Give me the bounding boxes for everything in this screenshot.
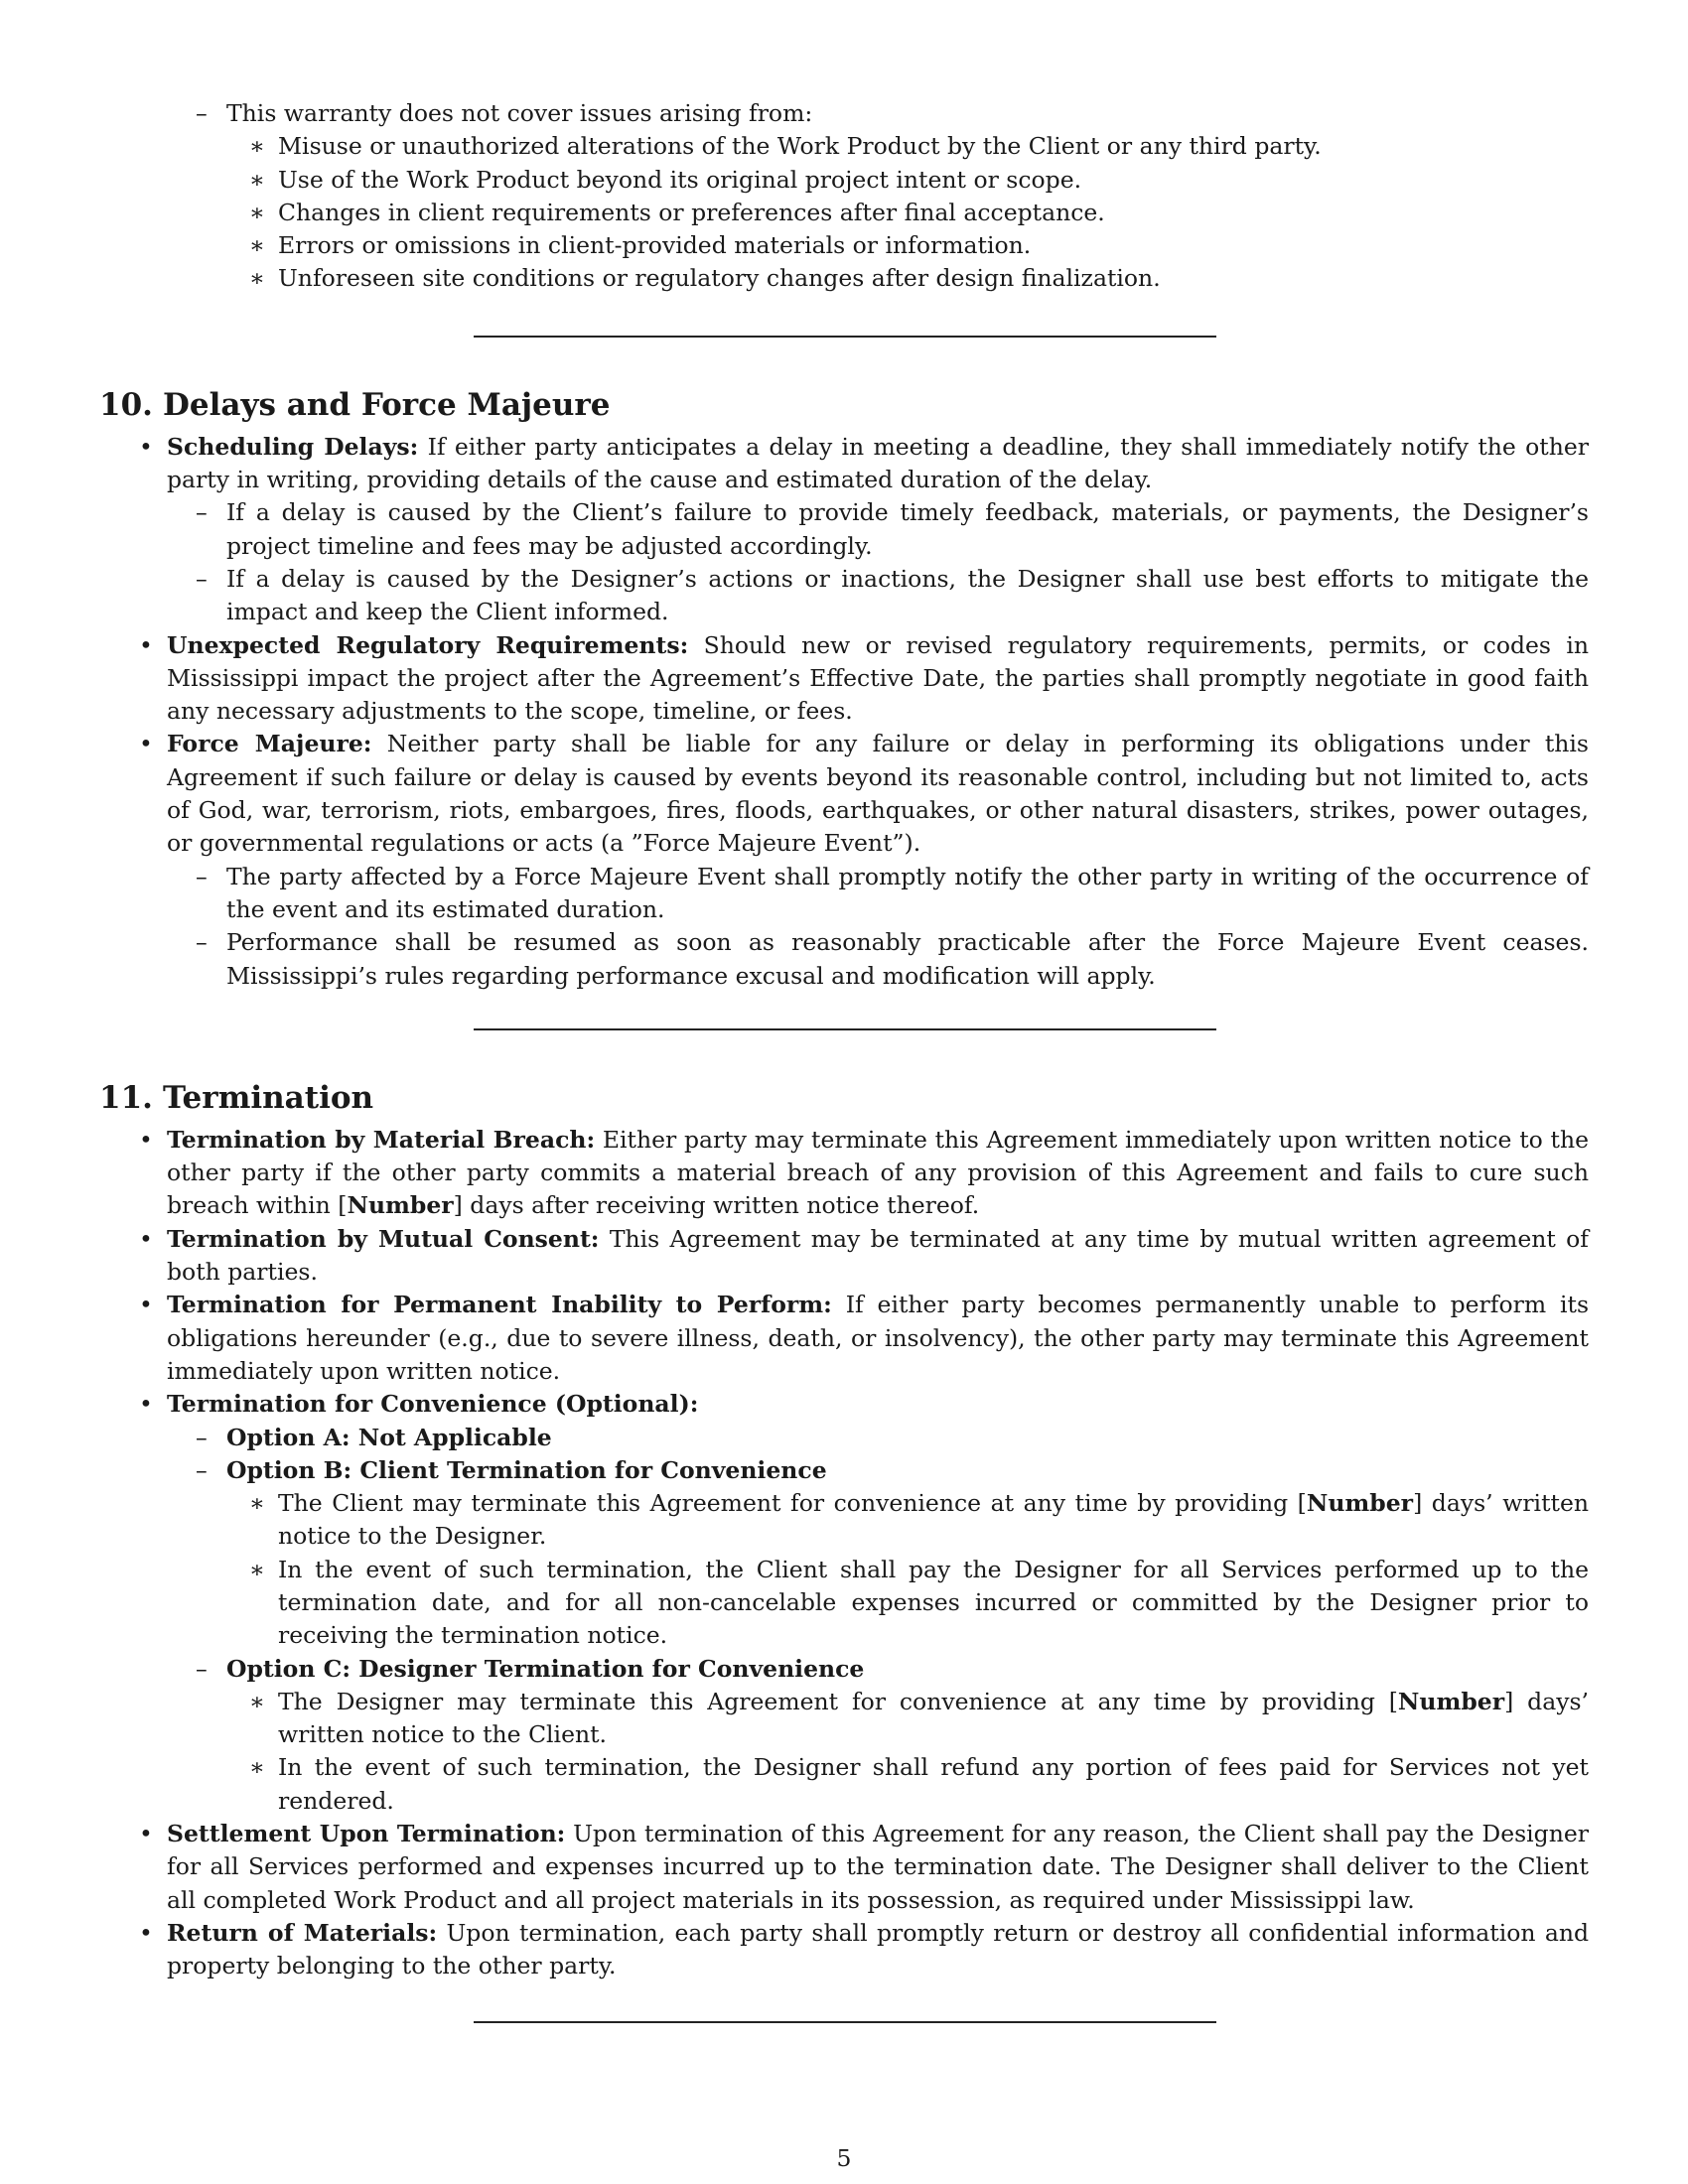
option-b-item: – Option B: Client Termination for Convenience (196, 1455, 827, 1484)
warranty-exclusion-item: ∗ Errors or omissions in client-provided materials or information. (249, 231, 1032, 260)
force-majeure-sub-item: – The party affected by a Force Majeure Event shall promptly notify the other party in writing of the occurrence of the event and its estimated duration. (196, 862, 1589, 923)
document-page (99, 97, 1589, 2023)
warranty-exclusion-item: ∗ Use of the Work Product beyond its original project intent or scope. (249, 165, 1082, 194)
section-11-heading: 11. Termination (99, 1079, 374, 1116)
scheduling-delays-item: • Scheduling Delays: If either party anticipates a delay in meeting a deadline, they shall immediately notify the other party in writing, providing details of the cause and estimated duration of the delay. (139, 432, 1589, 494)
force-majeure-item: • Force Majeure: Neither party shall be liable for any failure or delay in performing its obligations under this Agreement if such failure or delay is caused by events beyond its reasonable control, including but not limited to, acts of God, war, terrorism, riots, embargoes, fires, floods, earthquakes, or other natural disasters, strikes, power outages, or governmental regulations or acts (a ”Force Majeure Event”). (139, 730, 1589, 858)
number-placeholder: Number (347, 1191, 454, 1220)
option-a-item: – Option A: Not Applicable (196, 1423, 552, 1451)
section-divider (474, 336, 1216, 338)
option-b-sub-item: ∗ In the event of such termination, the Client shall pay the Designer for all Services performed up to the termination date, and for all non-cancelable expenses incurred or committed by the Designer prior to receiving the termination notice. (249, 1555, 1589, 1650)
option-b-sub-item: ∗ The Client may terminate this Agreement for convenience at any time by providing [Number] days’ written notice to the Designer. (249, 1489, 1590, 1551)
option-c-item: – Option C: Designer Termination for Convenience (196, 1654, 865, 1683)
section-divider (474, 2021, 1216, 2023)
section-10-heading: 10. Delays and Force Majeure (99, 386, 611, 423)
scheduling-sub-item: – If a delay is caused by the Designer’s actions or inactions, the Designer shall use best efforts to mitigate the impact and keep the Client informed. (196, 564, 1589, 626)
page-number: 5 (836, 2144, 852, 2172)
warranty-intro-text: This warranty does not cover issues arising from: (226, 99, 813, 127)
force-majeure-sub-item: – Performance shall be resumed as soon as reasonably practicable after the Force Majeure Event ceases. Mississippi’s rules regarding performance excusal and modification will apply. (196, 928, 1589, 990)
option-c-sub-item: ∗ The Designer may terminate this Agreement for convenience at any time by providing [Number] days’ written notice to the Client. (249, 1687, 1590, 1749)
number-placeholder: Number (1306, 1489, 1414, 1518)
number-placeholder: Number (1397, 1687, 1505, 1715)
warranty-exclusion-item: ∗ Changes in client requirements or preferences after final acceptance. (249, 198, 1105, 226)
termination-inability-item: • Termination for Permanent Inability to Perform: If either party becomes permanently unable to perform its obligations hereunder (e.g., due to severe illness, death, or insolvency), the other party may terminate this Agreement immediately upon written notice. (139, 1291, 1590, 1385)
termination-convenience-item: • Termination for Convenience (Optional): (139, 1390, 699, 1419)
termination-mutual-item: • Termination by Mutual Consent: This Agreement may be terminated at any time by mutual written agreement of both parties. (139, 1224, 1589, 1287)
settlement-item: • Settlement Upon Termination: Upon termination of this Agreement for any reason, the Client shall pay the Designer for all Services performed and expenses incurred up to the termination date. The Designer shall deliver to the Client all completed Work Product and all project materials in its possession, as required under Mississippi law. (139, 1820, 1589, 1914)
warranty-exclusion-item: ∗ Misuse or unauthorized alterations of the Work Product by the Client or any third party. (249, 132, 1322, 161)
option-c-sub-item: ∗ In the event of such termination, the Designer shall refund any portion of fees paid for Services not yet rendered. (249, 1753, 1589, 1815)
return-materials-item: • Return of Materials: Upon termination, each party shall promptly return or destroy all confidential information and property belonging to the other party. (139, 1918, 1590, 1980)
regulatory-requirements-item: • Unexpected Regulatory Requirements: Should new or revised regulatory requirements, permits, or codes in Mississippi impact the project after the Agreement’s Effective Date, the parties shall promptly negotiate in good faith any necessary adjustments to the scope, timeline, or fees. (139, 630, 1589, 726)
warranty-exclusion-item: ∗ Unforeseen site conditions or regulatory changes after design finalization. (249, 264, 1161, 293)
section-divider (474, 1028, 1216, 1030)
scheduling-sub-item: – If a delay is caused by the Client’s failure to provide timely feedback, materials, or payments, the Designer’s project timeline and fees may be adjusted accordingly. (196, 498, 1589, 560)
warranty-intro-item: – This warranty does not cover issues arising from: (196, 99, 813, 127)
termination-breach-item: • Termination by Material Breach: Either party may terminate this Agreement immediately upon written notice to the other party if the other party commits a material breach of any provision of this Agreement and fails to cure such breach within [Number] days after receiving written notice thereof. (139, 1125, 1589, 1220)
